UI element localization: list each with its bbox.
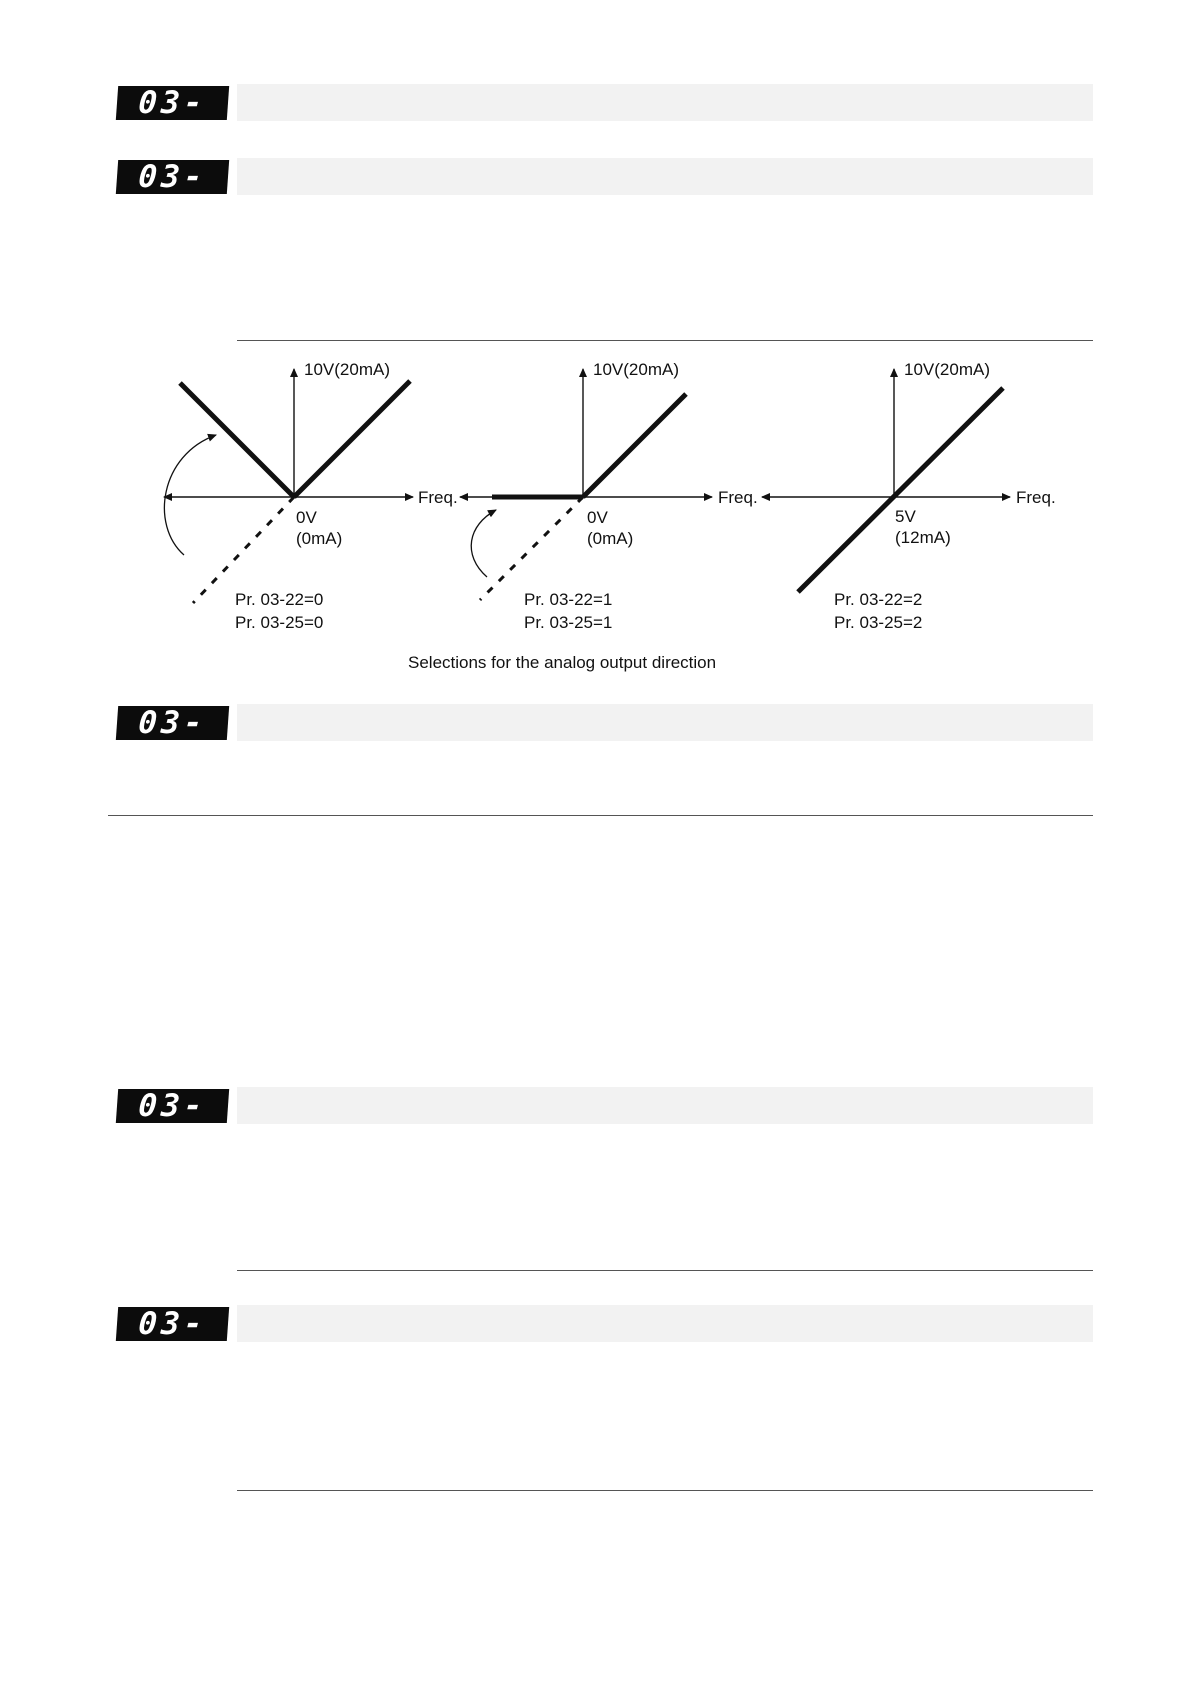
origin-voltage-label: 0V: [587, 508, 608, 527]
setting-label-03-22: Pr. 03-22=2: [834, 590, 923, 609]
output-line-negative-dashed: [480, 497, 583, 600]
output-line-positive: [583, 394, 686, 497]
origin-voltage-label: 0V: [296, 508, 317, 527]
origin-current-label: (0mA): [587, 529, 634, 548]
y-axis-label: 10V(20mA): [593, 360, 679, 379]
param-code-03-28: 03-28: [116, 1089, 229, 1123]
setting-label-03-25: Pr. 03-25=2: [834, 613, 923, 632]
analog-output-direction-diagram: [150, 355, 1070, 685]
param-header-bar: [237, 84, 1093, 121]
diagram-panel-1: [164, 360, 458, 632]
output-line-positive: [294, 381, 410, 497]
curved-arrow: [164, 435, 216, 555]
setting-label-03-25: Pr. 03-25=1: [524, 613, 613, 632]
curved-arrow: [471, 510, 496, 577]
section-divider: [237, 1490, 1093, 1491]
section-divider: [237, 1270, 1093, 1271]
setting-label-03-25: Pr. 03-25=0: [235, 613, 324, 632]
param-code-03-25: 03-25: [116, 160, 229, 194]
setting-label-03-22: Pr. 03-22=0: [235, 590, 324, 609]
section-divider: [108, 815, 1093, 816]
diagram-caption: Selections for the analog output direction: [408, 653, 717, 672]
origin-voltage-label: 5V: [895, 507, 916, 526]
param-code-03-27: 03-27: [116, 706, 229, 740]
section-divider: [237, 340, 1093, 341]
x-axis-label: Freq.: [418, 488, 458, 507]
output-line-negative-dashed: [193, 497, 294, 603]
param-code-03-29: 03-29: [116, 1307, 229, 1341]
param-code-03-22: 03-22: [116, 86, 229, 120]
y-axis-label: 10V(20mA): [304, 360, 390, 379]
param-header-bar: [237, 704, 1093, 741]
x-axis-label: Freq.: [718, 488, 758, 507]
x-axis-label: Freq.: [1016, 488, 1056, 507]
param-header-bar: [237, 1087, 1093, 1124]
y-axis-label: 10V(20mA): [904, 360, 990, 379]
param-header-bar: [237, 1305, 1093, 1342]
param-header-bar: [237, 158, 1093, 195]
origin-current-label: (12mA): [895, 528, 951, 547]
setting-label-03-22: Pr. 03-22=1: [524, 590, 613, 609]
output-line-full-range: [798, 388, 1003, 592]
diagram-panel-2: [460, 360, 758, 632]
diagram-panel-3: [762, 360, 1056, 632]
origin-current-label: (0mA): [296, 529, 343, 548]
output-line-mirrored: [180, 383, 294, 497]
